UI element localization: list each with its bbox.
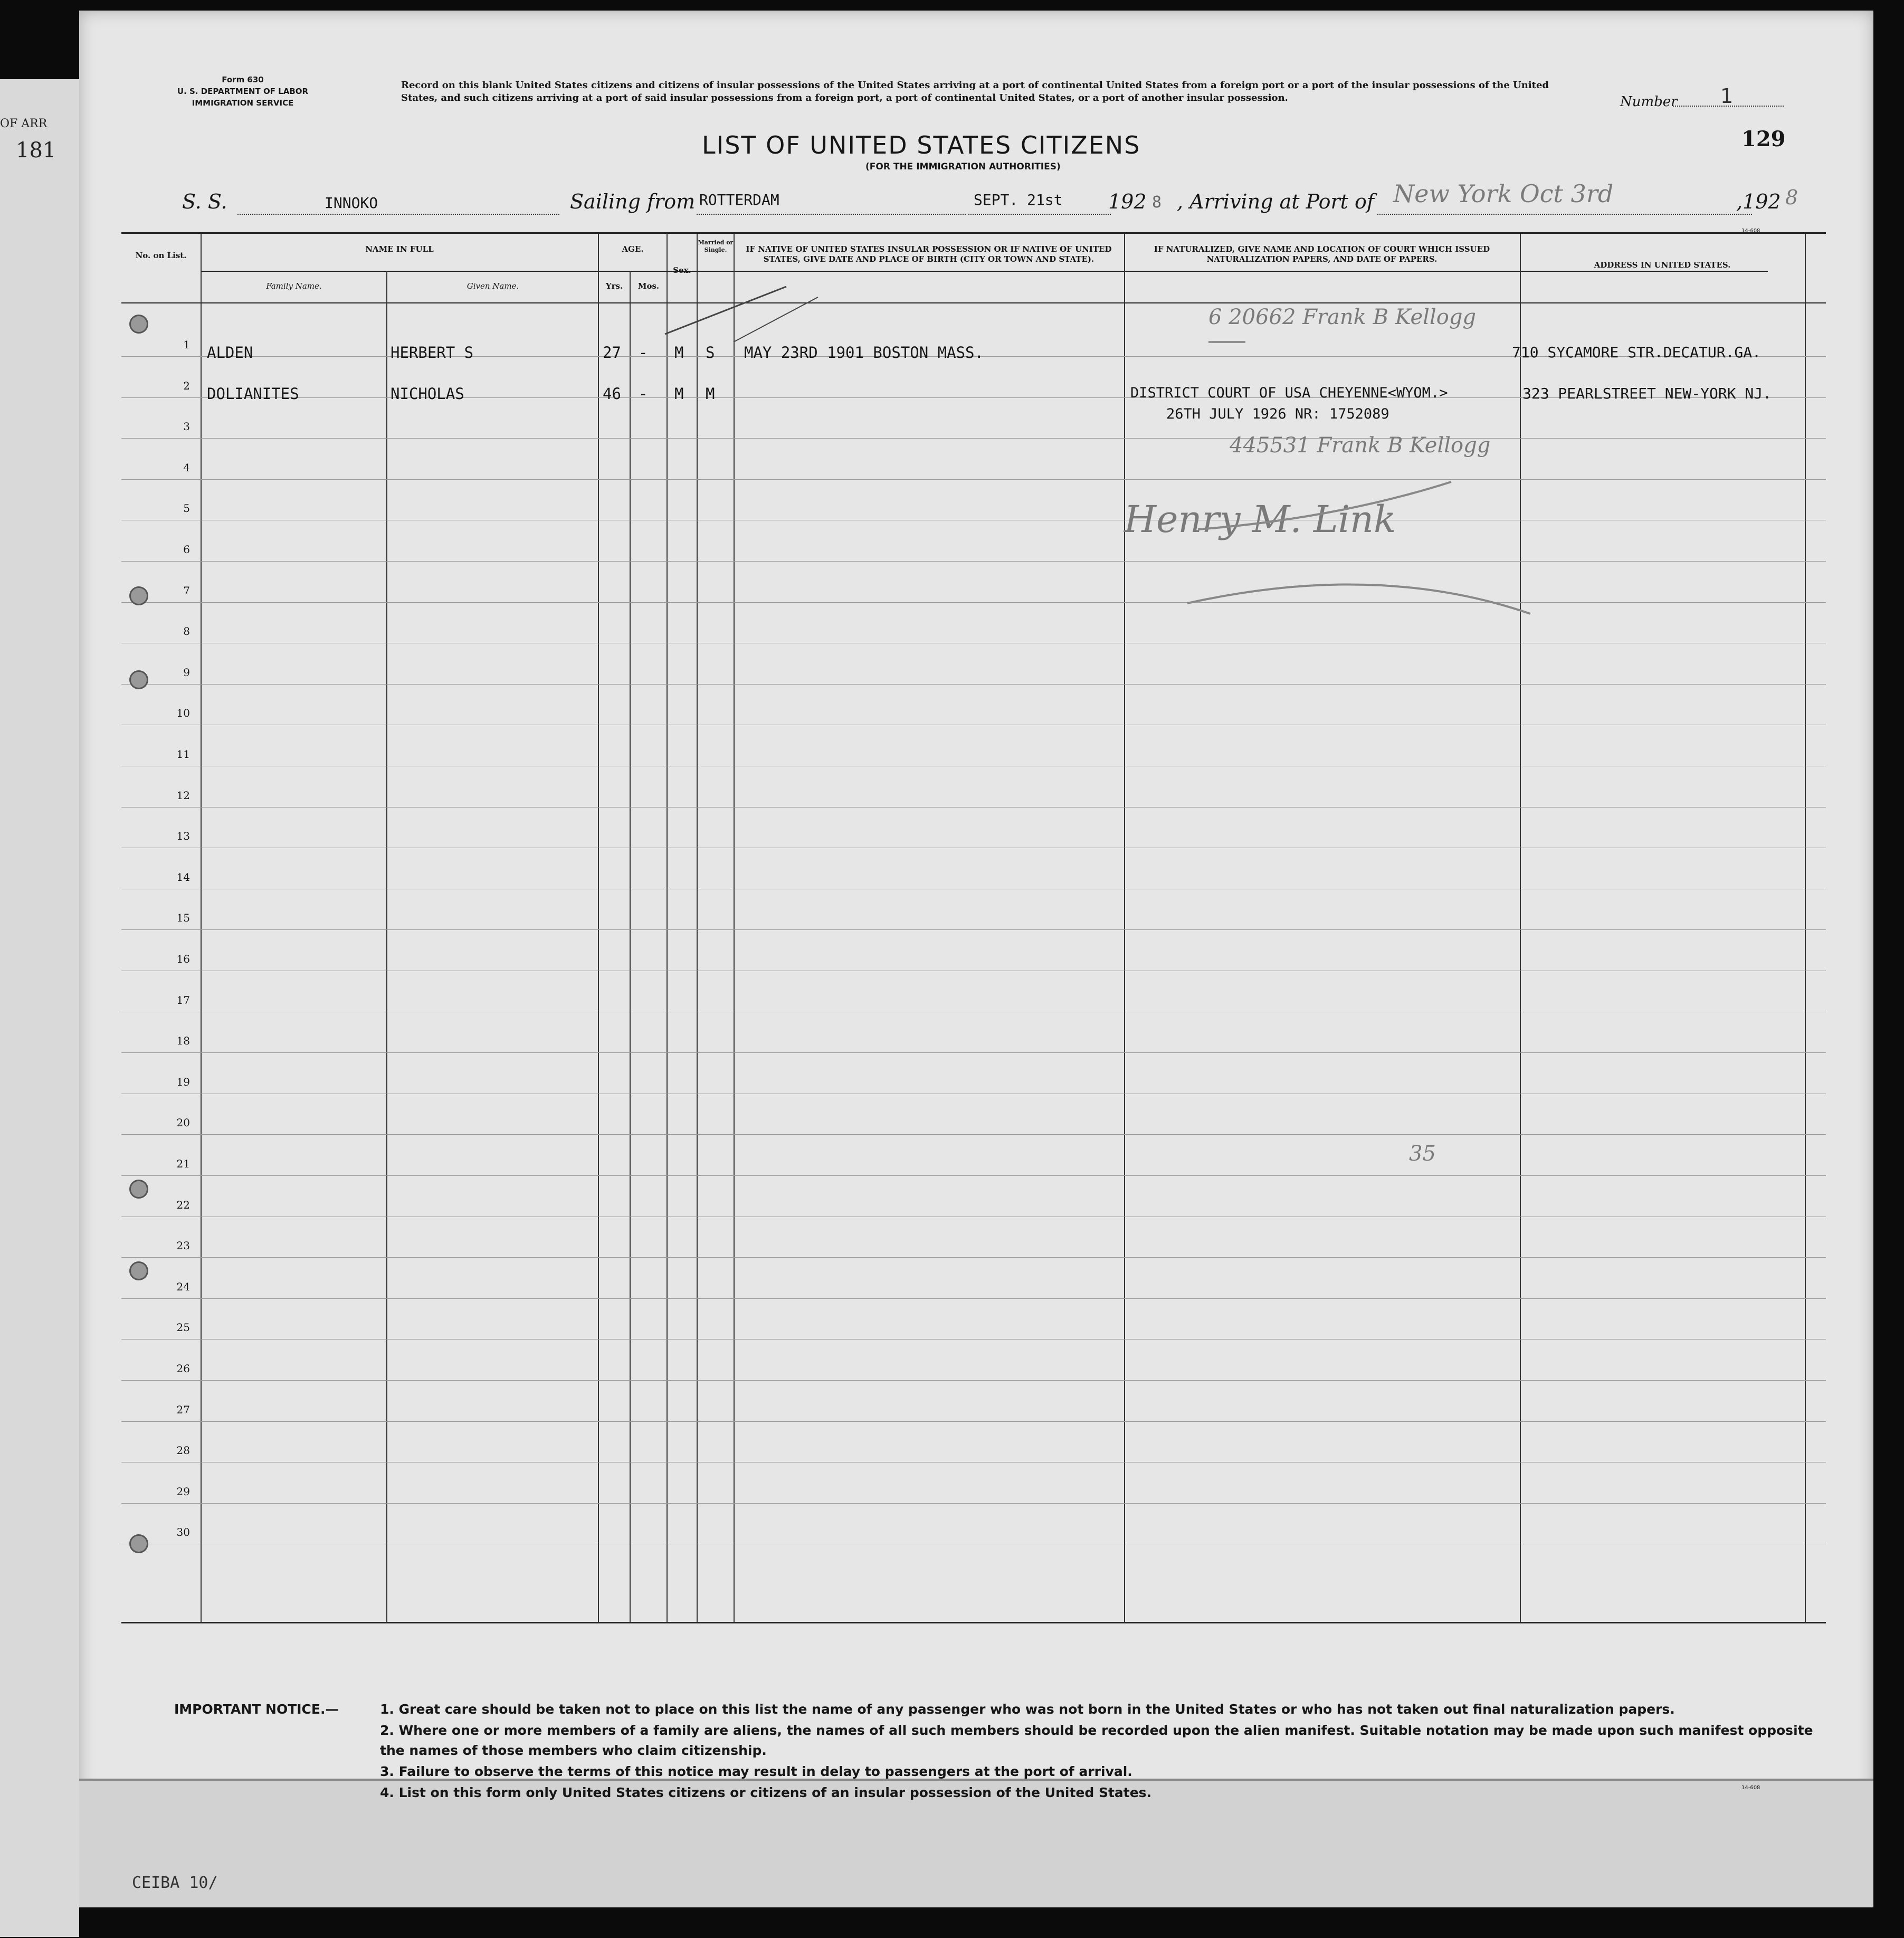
number-label: Number: [1620, 94, 1678, 110]
row-rule: [121, 1257, 1826, 1258]
header-mos: Mos.: [637, 281, 660, 291]
row-number: 20: [176, 1116, 190, 1129]
form-identification: [127, 74, 359, 109]
row-rule: [121, 1380, 1826, 1381]
row-2-given-name: NICHOLAS: [391, 385, 464, 403]
row-rule: [121, 1421, 1826, 1422]
row-2-married: M: [706, 385, 715, 403]
row-number: 10: [176, 707, 190, 720]
pen-marks: [121, 234, 1826, 709]
year-2-digit: 8: [1785, 186, 1798, 209]
row-1-given-name: HERBERT S: [391, 344, 474, 362]
arrival-line: [1377, 214, 1752, 215]
bottom-stamp: CEIBA 10/: [132, 1874, 218, 1892]
number-value: 1: [1720, 84, 1734, 108]
date-line: [968, 214, 1111, 215]
row-number: 18: [176, 1034, 190, 1048]
header-married: Married or Single.: [698, 239, 734, 253]
row-number: 21: [176, 1157, 190, 1170]
row-number: 7: [183, 584, 190, 597]
year-1: 192: [1108, 190, 1147, 213]
header-name-in-full: NAME IN FULL: [365, 244, 434, 254]
row-1-sex: M: [674, 344, 684, 362]
notice-label: IMPORTANT NOTICE.—: [174, 1702, 339, 1717]
row-number: 19: [176, 1075, 190, 1088]
row-number: 23: [176, 1239, 190, 1252]
ship-name: INNOKO: [325, 194, 378, 212]
port-from: ROTTERDAM: [699, 191, 779, 208]
row-number: 25: [176, 1321, 190, 1334]
row-1-married: S: [706, 344, 715, 362]
row-number: 17: [176, 993, 190, 1006]
row-2-naturalized: DISTRICT COURT OF USA CHEYENNE<WYOM.>: [1130, 385, 1448, 401]
sailing-label: Sailing from: [570, 190, 696, 213]
row-number: 28: [176, 1444, 190, 1457]
row-number: 24: [176, 1280, 190, 1293]
binder-hole: [129, 586, 148, 605]
row-number: 12: [176, 788, 190, 802]
row-rule: [121, 1052, 1826, 1053]
department-name: U. S. DEPARTMENT OF LABOR: [177, 87, 309, 96]
header-address: ADDRESS IN UNITED STATES.: [1594, 260, 1731, 270]
arriving-label: , Arriving at Port of: [1177, 190, 1374, 213]
form-number: Form 630: [222, 75, 264, 84]
header-yrs: Yrs.: [605, 281, 623, 291]
year-1-digit: 8: [1152, 193, 1162, 212]
row-number: 1: [183, 338, 190, 351]
header-family-name: Family Name.: [266, 281, 322, 291]
row-1-birth: MAY 23RD 1901 BOSTON MASS.: [744, 344, 984, 362]
pen-stroke-2: [734, 297, 818, 342]
margin-fragment-1: OF ARR: [0, 117, 47, 130]
page-title: LIST OF UNITED STATES CITIZENS: [702, 131, 1141, 159]
row-number: 15: [176, 911, 190, 925]
ss-label: S. S.: [182, 190, 227, 213]
signature: Henry M. Link: [1124, 498, 1396, 541]
form-code-top: 14-608: [1741, 228, 1760, 234]
row-2-naturalized-line2: 26TH JULY 1926 NR: 1752089: [1166, 406, 1389, 422]
page-subtitle: (FOR THE IMMIGRATION AUTHORITIES): [865, 162, 1061, 172]
row-number: 13: [176, 830, 190, 843]
row-number: 5: [183, 502, 190, 515]
row-1-address: 710 SYCAMORE STR.DECATUR.GA.: [1512, 344, 1762, 361]
row-number: 8: [183, 625, 190, 638]
row-number: 9: [183, 666, 190, 679]
stamp-number: 35: [1409, 1142, 1436, 1166]
header-sex: Sex.: [673, 265, 691, 275]
notice-item-3: 3. Failure to observe the terms of this notice may result in delay to passengers at the port of arrival.: [380, 1764, 1132, 1779]
row-number: 27: [176, 1403, 190, 1416]
record-instructions: Record on this blank United States citizens and citizens of insular possessions of the United States arriving at a port of continental United States from a foreign port or a port of the insular possessions of the United States, and such citizens arriving at a port of said insular possessions from a foreign port, a port of continental United States, or a port of another insular possession.: [401, 80, 1549, 103]
year-2: ,192: [1736, 190, 1781, 213]
pen-stroke-1: [665, 287, 786, 334]
certificate-note-2: 445531 Frank B Kellogg: [1230, 433, 1491, 458]
header-native: IF NATIVE OF UNITED STATES INSULAR POSSESSION OR IF NATIVE OF UNITED STATES, GIVE DATE AND PLACE OF BIRTH (CITY OR TOWN AND STATE).: [746, 244, 1112, 264]
sailing-date: SEPT. 21st: [974, 191, 1063, 208]
row-number: 30: [176, 1526, 190, 1539]
header-given-name: Given Name.: [467, 281, 519, 291]
row-2-family-name: DOLIANITES: [207, 385, 299, 403]
binder-hole: [129, 670, 148, 689]
row-number: 2: [183, 379, 190, 392]
notice-item-4: 4. List on this form only United States citizens or citizens of an insular possession of the United States.: [380, 1785, 1152, 1800]
row-number: 14: [176, 870, 190, 884]
row-1-mos: -: [639, 344, 648, 362]
row-number: 6: [183, 543, 190, 556]
margin-fragment-2: 181: [16, 138, 56, 163]
row-rule: [121, 807, 1826, 808]
header-naturalized: IF NATURALIZED, GIVE NAME AND LOCATION OF COURT WHICH ISSUED NATURALIZATION PAPERS, AND DATE OF PAPERS.: [1154, 244, 1490, 264]
binder-hole: [129, 1534, 148, 1553]
row-rule: [121, 1175, 1826, 1176]
row-2-sex: M: [674, 385, 684, 403]
header-age: AGE.: [622, 244, 644, 254]
row-number: 26: [176, 1362, 190, 1375]
signature-flourish: [1187, 482, 1530, 614]
binder-hole: [129, 315, 148, 334]
row-rule: [121, 1339, 1826, 1340]
row-number: 22: [176, 1198, 190, 1211]
port-from-line: [697, 214, 966, 215]
notice-item-1: 1. Great care should be taken not to place on this list the name of any passenger who was not born in the United States or who has not taken out final naturalization papers.: [380, 1702, 1675, 1717]
row-rule: [121, 1298, 1826, 1299]
binder-hole: [129, 1261, 148, 1280]
row-rule: [121, 929, 1826, 930]
row-rule: [121, 1503, 1826, 1504]
service-name: IMMIGRATION SERVICE: [192, 98, 294, 108]
certificate-note-1: 6 20662 Frank B Kellogg: [1208, 305, 1477, 329]
row-1-yrs: 27: [603, 344, 621, 362]
row-number: 29: [176, 1485, 190, 1498]
row-number: 16: [176, 953, 190, 965]
page-number: 129: [1741, 127, 1786, 151]
notice-item-2: 2. Where one or more members of a family are aliens, the names of all such members should be recorded upon the alien manifest. Suitable notation may be made upon such manifest opposite the names of those members who claim citizenship.: [380, 1723, 1813, 1758]
row-number: 4: [183, 461, 190, 474]
arrival-port: New York Oct 3rd: [1393, 179, 1614, 208]
form-code-bottom: 14-608: [1741, 1785, 1760, 1791]
row-2-address: 323 PEARLSTREET NEW-YORK NJ.: [1522, 385, 1772, 402]
row-number: 3: [183, 420, 190, 433]
row-2-yrs: 46: [603, 385, 621, 403]
left-edge-strip: [0, 79, 79, 1937]
row-2-mos: -: [639, 385, 648, 403]
binder-hole: [129, 1180, 148, 1199]
ship-line: [237, 214, 559, 215]
citizens-table: [121, 232, 1826, 1623]
header-no: No. on List.: [135, 251, 187, 260]
row-rule: [121, 1134, 1826, 1135]
row-1-family-name: ALDEN: [207, 344, 253, 362]
row-number: 11: [176, 748, 190, 761]
